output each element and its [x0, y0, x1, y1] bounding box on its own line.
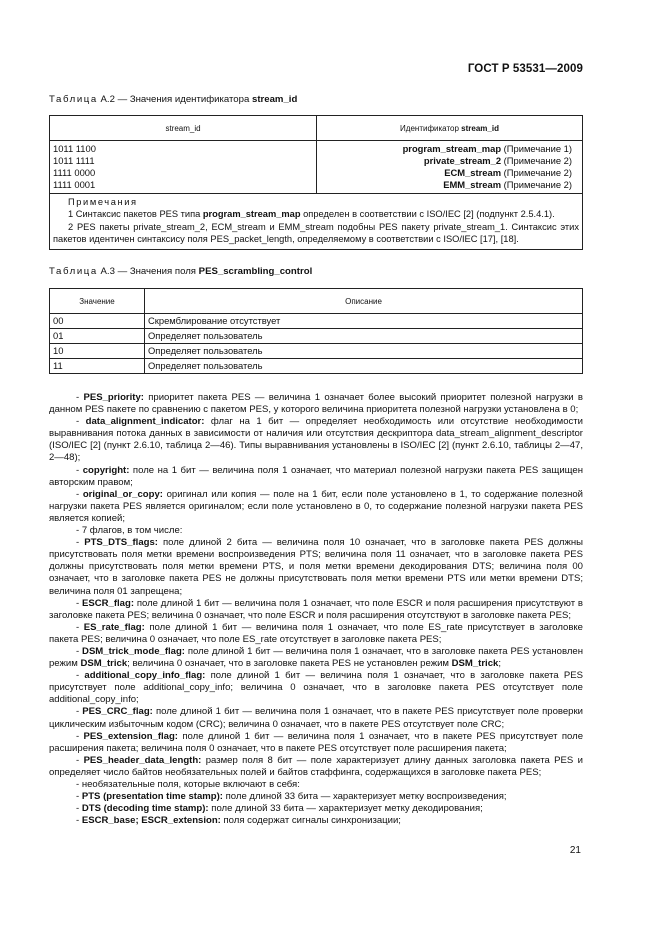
header-prefix: Идентификатор: [400, 123, 462, 133]
row-value: 11: [50, 359, 145, 374]
field-description: - original_or_copy: оригинал или копия — поле на 1 бит, если поле установлено в 1, то содержание полезной нагрузки пакета PES является оригиналом; если поле установлено в 0, то содержание полезной нагрузки пакета PES является копией;: [49, 488, 583, 524]
identifier-row: [320, 143, 572, 155]
field-text: ; величина 0 означает, что в заголовке пакета PES не установлен режим: [127, 658, 452, 670]
note-1-term: program_stream_map: [202, 209, 301, 220]
field-name: DTS (decoding time stamp):: [81, 803, 209, 815]
field-name: additional_copy_info_flag:: [84, 670, 206, 682]
table-row: [50, 359, 583, 374]
note-1-text-end: определен в соответствии с ISO/IEC [2] (подпункт 2.5.4.1).: [300, 209, 555, 220]
field-name: ESCR_flag:: [82, 597, 135, 609]
row-description: Определяет пользователь: [145, 344, 583, 359]
field-name: DSM_trick: [451, 658, 499, 670]
caption-bold: PES_scrambling_control: [198, 266, 313, 277]
field-name: PES_extension_flag:: [83, 730, 178, 742]
identifier-row: [320, 167, 572, 179]
identifier-row: [320, 155, 572, 167]
identifier-name: private_stream_2: [423, 155, 502, 166]
field-text: поле длиной 1 бит — величина поля 1 означает, что в пакете PES присутствует поле проверки циклическим избыточным кодом (CRC); величина 0 означает, что в пакете PES отсутствует поле CRC;: [49, 706, 583, 730]
caption-prefix: Таблица: [49, 266, 98, 277]
field-text: поле на 1 бит — величина поля 1 означает, что материал полезной нагрузки пакета PES защищен авторским правом;: [49, 464, 583, 488]
field-description: - необязательные поля, которые включают в себя:: [76, 779, 300, 790]
code-row: 1111 0000: [53, 167, 96, 178]
caption-number: А.3 — Значения поля: [100, 266, 199, 277]
field-name: data_alignment_indicator:: [85, 416, 205, 428]
note-2: 2 PES пакеты private_stream_2, ECM_stream и EMM_stream подобны PES пакету private_stream_1. Синтаксис этих пакетов идентичен синтаксису поля PES_packet_length, определяемому в соответствии с ISO/IEC [17], [18].: [53, 221, 579, 244]
field-text: поле длиной 2 бита — величина поля 10 означает, что в заголовке пакета PES должны присутствовать поля метки времени воспроизведения PTS; величина поля 11 означает, что в заголовке пакета PES должны присутствовать поля метки времени PTS, и поля метки времени декодирования DTS; величина поля 00 означает, что в заголовке пакета PES не должны присутствовать поля метки времени PTS или метки времени DTS; величина поля 01 запрещена;: [49, 537, 583, 597]
row-value: 10: [50, 344, 145, 359]
field-name: DSM_trick_mode_flag:: [82, 645, 185, 657]
identifier-row: [320, 179, 572, 191]
field-name: original_or_copy:: [82, 488, 163, 500]
field-description: - PES_extension_flag: поле длиной 1 бит — величина поля 1 означает, что в пакете PES присутствует поле расширения пакета; величина поля 0 означает, что в пакете PES отсутствует поле расширения пакета;: [49, 730, 584, 754]
field-name: PES_priority:: [83, 392, 144, 403]
field-text: поле длиной 1 бит — величина поля 1 означает, что в заголовке пакета PES установлен режим: [49, 645, 583, 670]
code-row: 1011 1111: [53, 155, 95, 166]
caption-number: А.2 — Значения идентификатора: [100, 94, 252, 105]
table-a2-header-stream-id: stream_id: [50, 116, 317, 141]
row-description: Определяет пользователь: [145, 329, 583, 344]
table-row: [50, 344, 583, 359]
field-text: ;: [498, 658, 501, 670]
field-description: - PES_priority: приоритет пакета PES — величина 1 означает более высокий приоритет полезной нагрузки в данном PES пакете по сравнению с пакетом PES, у которого величина приоритета полезной нагрузки установлена в 0;: [49, 392, 583, 416]
field-description: - ESCR_flag: поле длиной 1 бит — величина поля 1 означает, что поле ESCR и поля расширения присутствуют в заголовке пакета PES; величина 0 означает, что поле ESCR и поля расширения отсутствуют в заголовке пакета PES;: [49, 597, 583, 621]
field-text: поле длиной 1 бит — величина поля 1 означает, что поле ES_rate присутствует в заголовке пакета PES; величина 0 означает, что поле ES_rate отсутствует в заголовке пакета PES;: [49, 621, 583, 645]
identifier-name: ECM_stream: [444, 167, 502, 178]
field-description: - copyright: поле на 1 бит — величина поля 1 означает, что материал полезной нагрузки пакета PES защищен авторским правом;: [49, 464, 583, 488]
note-1-text: 1 Синтаксис пакетов PES типа: [68, 209, 203, 220]
table-row: [50, 314, 583, 329]
field-text: размер поля 8 бит — поле характеризует длину данных заголовка пакета PES и определяет число байтов необязательных полей и байтов стаффинга, содержащихся в заголовке пакета PES;: [49, 754, 583, 778]
field-text: поле длиной 1 бит — величина поля 1 означает, что поле ESCR и поля расширения присутствуют в заголовке пакета PES; величина 0 означает, что поле ESCR и поля расширения отсутствуют в заголовке пакета PES;: [49, 597, 583, 621]
field-text: поля содержат сигналы синхронизации;: [220, 815, 401, 827]
field-text: поле длиной 33 бита — характеризует метку воспроизведения;: [222, 791, 507, 803]
table-a3-caption: [49, 266, 312, 277]
note-1: [53, 208, 579, 220]
identifier-name: EMM_stream: [443, 179, 502, 190]
identifier-note: (Примечание 1): [501, 143, 572, 154]
field-description: - ESCR_base; ESCR_extension: поля содержат сигналы синхронизации;: [76, 815, 401, 827]
row-value: 00: [50, 314, 145, 329]
table-a2-header-identifier: [317, 116, 583, 141]
field-name: copyright:: [82, 464, 130, 476]
field-description: - ES_rate_flag: поле длиной 1 бит — величина поля 1 означает, что поле ES_rate присутствует в заголовке пакета PES; величина 0 означает, что поле ES_rate отсутствует в заголовке пакета PES;: [49, 621, 583, 645]
field-name: DSM_trick: [80, 658, 128, 670]
field-description: - PTS (presentation time stamp): поле длиной 33 бита — характеризует метку воспроизведения;: [76, 791, 507, 803]
field-text: 7 флагов, в том числе:: [81, 525, 183, 537]
field-text: оригинал или копия — поле на 1 бит, если поле установлено в 1, то содержание полезной нагрузки пакета PES является оригиналом; если поле установлено в 0, то содержание полезной нагрузки пакета PES является копией;: [49, 488, 583, 524]
notes-title: Примечания: [68, 197, 138, 207]
table-a2-identifiers: [317, 141, 583, 194]
field-description: - 7 флагов, в том числе:: [76, 525, 183, 537]
field-name: PTS (presentation time stamp):: [81, 791, 223, 803]
caption-prefix: Таблица: [49, 94, 98, 105]
table-a2: [49, 115, 583, 250]
field-description: - data_alignment_indicator: флаг на 1 бит — определяет необходимость или отсутствие необходимости выравнивания потока данных в зависимости от наличия или отсутствия дескриптора data_stream_alignment_descriptor (ISO/IEC [2] (пункт 2.6.10, таблица 2—46). Типы выравнивания установлены в ISO/IEC [2] (пункт 2.6.10, таблицы 2—47, 2—48);: [49, 416, 583, 464]
field-description: - PES_header_data_length: размер поля 8 бит — поле характеризует длину данных заголовка пакета PES и определяет число байтов необязательных полей и байтов стаффинга, содержащихся в заголовке пакета PES;: [49, 754, 583, 778]
identifier-note: (Примечание 2): [501, 167, 572, 178]
field-description: - DSM_trick_mode_flag: поле длиной 1 бит — величина поля 1 означает, что в заголовке пакета PES установлен режим DSM_trick; величина 0 означает, что в заголовке пакета PES не установлен режим DSM_trick;: [49, 645, 583, 670]
field-name: PES_CRC_flag:: [82, 706, 153, 718]
row-description: Определяет пользователь: [145, 359, 583, 374]
field-text: необязательные поля, которые включают в себя:: [81, 779, 300, 790]
field-name: PTS_DTS_flags:: [84, 537, 158, 549]
field-name: ESCR_base; ESCR_extension:: [81, 815, 221, 827]
table-row: [50, 329, 583, 344]
table-a3: [49, 288, 583, 374]
document-header: ГОСТ Р 53531—2009: [467, 63, 583, 75]
field-text: приоритет пакета PES — величина 1 означает более высокий приоритет полезной нагрузки в данном PES пакете по сравнению с пакетом PES, у которого величина приоритета полезной нагрузки установлена в 0;: [49, 392, 583, 416]
row-description: Скремблирование отсутствует: [145, 314, 583, 329]
header-bold: stream_id: [461, 123, 499, 133]
caption-bold: stream_id: [251, 94, 298, 105]
table-a3-header-description: Описание: [145, 289, 583, 314]
code-row: 1111 0001: [53, 179, 96, 190]
field-description: - additional_copy_info_flag: поле длиной 1 бит — величина поля 1 означает, что в заголовке пакета PES присутствует поле additional_copy_info; величина 0 означает, что в заголовке пакета PES отсутствует поле additional_copy_info;: [49, 670, 583, 706]
identifier-name: program_stream_map: [402, 143, 502, 154]
table-a2-codes: [50, 141, 317, 194]
field-text: флаг на 1 бит — определяет необходимость или отсутствие необходимости выравнивания потока данных в зависимости от наличия или отсутствия дескриптора data_stream_alignment_descriptor (ISO/IEC [2] (пункт 2.6.10, таблица 2—46). Типы выравнивания установлены в ISO/IEC [2] (пункт 2.6.10, таблицы 2—47, 2—48);: [49, 416, 583, 464]
body-text: [49, 392, 583, 827]
identifier-note: (Примечание 2): [501, 179, 572, 190]
page-number: 21: [569, 845, 581, 856]
table-a2-notes: [50, 194, 583, 250]
field-name: PES_header_data_length:: [83, 754, 202, 766]
field-text: поле длиной 1 бит — величина поля 1 означает, что в заголовке пакета PES присутствует поле additional_copy_info; величина 0 означает, что в заголовке пакета PES отсутствует поле additional_copy_info;: [49, 670, 583, 706]
field-description: - PTS_DTS_flags: поле длиной 2 бита — величина поля 10 означает, что в заголовке пакета PES должны присутствовать поля метки времени воспроизведения PTS; величина поля 11 означает, что в заголовке пакета PES должны присутствовать поля метки времени PTS, и поля метки времени декодирования DTS; величина поля 00 означает, что в заголовке пакета PES не должны присутствовать поля метки времени PTS или метки времени DTS; величина поля 01 запрещена;: [49, 537, 583, 597]
field-description: - DTS (decoding time stamp): поле длиной 33 бита — характеризует метку декодирования;: [76, 803, 483, 815]
field-text: поле длиной 33 бита — характеризует метку декодирования;: [208, 803, 483, 815]
table-a2-caption: [49, 94, 297, 105]
field-description: - PES_CRC_flag: поле длиной 1 бит — величина поля 1 означает, что в пакете PES присутствует поле проверки циклическим избыточным кодом (CRC); величина 0 означает, что в пакете PES отсутствует поле CRC;: [49, 706, 583, 730]
table-a3-header-value: Значение: [50, 289, 145, 314]
row-value: 01: [50, 329, 145, 344]
identifier-note: (Примечание 2): [501, 155, 572, 166]
field-text: поле длиной 1 бит — величина поля 1 означает, что в пакете PES присутствует поле расширения пакета; величина поля 0 означает, что в пакете PES отсутствует поле расширения пакета;: [49, 730, 584, 754]
field-name: ES_rate_flag:: [83, 621, 145, 633]
code-row: 1011 1100: [53, 143, 96, 154]
